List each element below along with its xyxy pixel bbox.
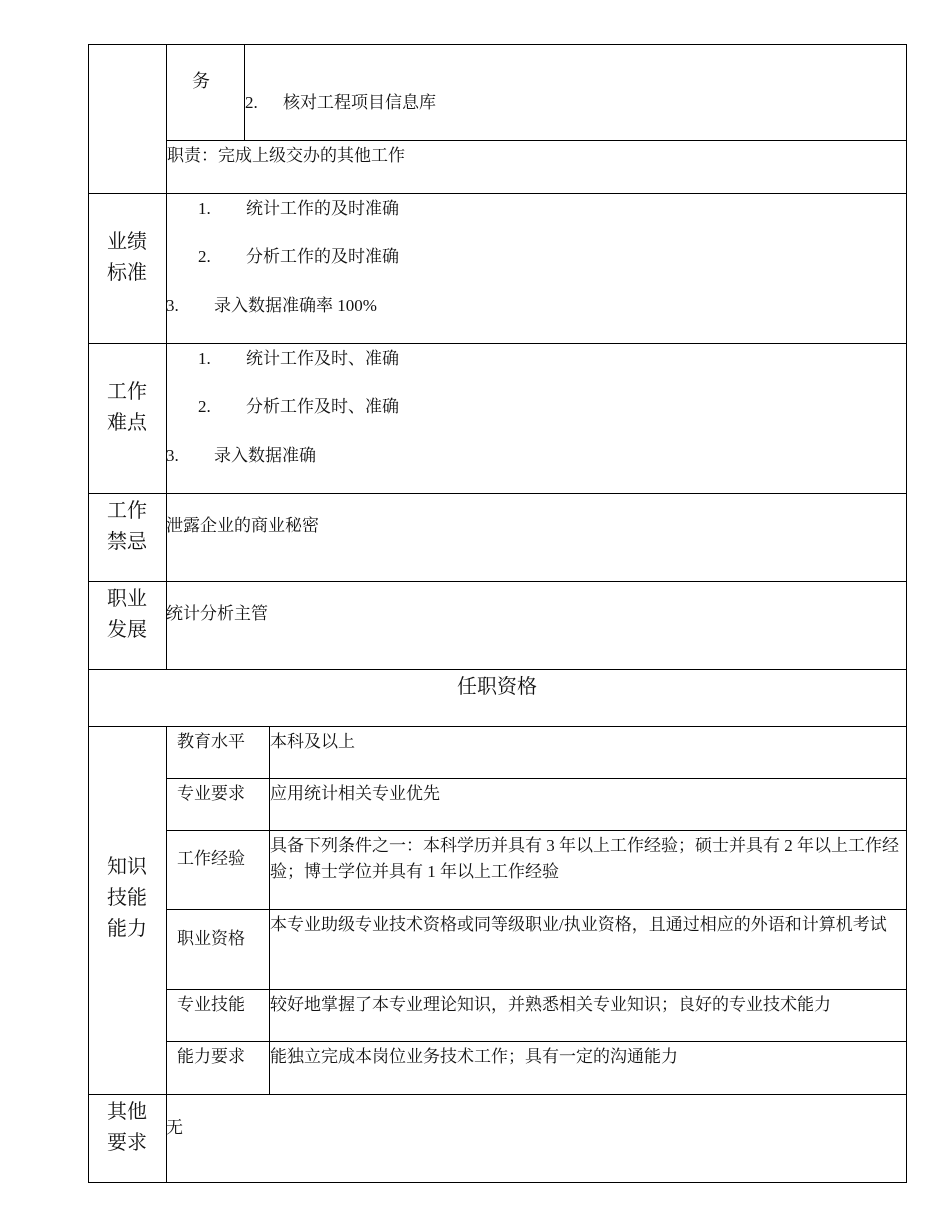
taboo-text: 泄露企业的商业秘密 xyxy=(166,516,319,535)
career-label xyxy=(88,584,166,646)
taboo-label xyxy=(88,496,166,558)
performance-label xyxy=(88,227,166,289)
item-number: 3. xyxy=(166,296,179,315)
item-text: 分析工作的及时准确 xyxy=(246,247,399,266)
qualification-name: 专业技能 xyxy=(177,995,245,1014)
other-requirements-text: 无 xyxy=(166,1118,183,1137)
item-number: 2. xyxy=(198,397,211,416)
difficulty-label xyxy=(88,377,166,439)
row-divider xyxy=(88,1094,907,1095)
duty-item-number: 2. xyxy=(245,93,258,112)
qualifications-title: 任职资格 xyxy=(457,676,537,698)
row-divider xyxy=(166,778,907,779)
qualification-name: 能力要求 xyxy=(177,1047,245,1066)
item-number: 2. xyxy=(198,247,211,266)
difficulty-item xyxy=(198,346,399,372)
row-divider xyxy=(88,726,907,727)
qualification-name: 职业资格 xyxy=(177,929,245,948)
item-text: 统计工作的及时准确 xyxy=(246,199,399,218)
performance-item xyxy=(198,196,399,222)
item-number: 3. xyxy=(166,446,179,465)
row-divider xyxy=(166,989,907,990)
qualification-value: 较好地掌握了本专业理论知识，并熟悉相关专业知识；良好的专业技术能力 xyxy=(270,995,831,1014)
other-requirements-label xyxy=(88,1097,166,1159)
qualification-value: 具备下列条件之一：本科学历并具有 3 年以上工作经验；硕士并具有 2 年以上工作经验；博士学位并具有 1 年以上工作经验 xyxy=(270,836,899,881)
difficulty-item xyxy=(166,443,316,469)
item-text: 录入数据准确率 100% xyxy=(214,296,377,315)
row-divider xyxy=(166,140,907,141)
career-text: 统计分析主管 xyxy=(166,604,268,623)
row-divider xyxy=(166,1041,907,1042)
qualification-value: 能独立完成本岗位业务技术工作；具有一定的沟通能力 xyxy=(270,1047,678,1066)
row-divider xyxy=(88,669,907,670)
performance-item xyxy=(166,293,377,319)
qualification-name: 教育水平 xyxy=(177,732,245,751)
item-text: 统计工作及时、准确 xyxy=(246,349,399,368)
row-divider xyxy=(88,493,907,494)
item-text: 分析工作及时、准确 xyxy=(246,397,399,416)
item-number: 1. xyxy=(198,199,211,218)
performance-item xyxy=(198,244,399,270)
duties-fragment-label: 务 xyxy=(192,71,210,91)
duties-other-text: 职责：完成上级交办的其他工作 xyxy=(167,146,405,165)
qualification-value: 本科及以上 xyxy=(270,732,355,751)
duty-item-2 xyxy=(245,90,436,116)
row-divider xyxy=(166,830,907,831)
other-requirements-label-text: 其他要求 xyxy=(107,1101,147,1154)
qualification-value: 应用统计相关专业优先 xyxy=(270,784,440,803)
career-label-text: 职业发展 xyxy=(107,588,147,641)
qualification-name: 专业要求 xyxy=(177,784,245,803)
difficulty-label-text: 工作难点 xyxy=(107,381,147,434)
qualifications-label-text: 知识技能能力 xyxy=(107,856,147,940)
qualifications-label xyxy=(88,852,166,945)
taboo-label-text: 工作禁忌 xyxy=(107,500,147,553)
qualification-name: 工作经验 xyxy=(177,849,245,868)
difficulty-item xyxy=(198,394,399,420)
row-divider xyxy=(88,581,907,582)
item-number: 1. xyxy=(198,349,211,368)
row-divider xyxy=(88,193,907,194)
duty-item-text: 核对工程项目信息库 xyxy=(283,93,436,112)
qualification-value: 本专业助级专业技术资格或同等级职业/执业资格，且通过相应的外语和计算机考试 xyxy=(270,915,887,934)
performance-label-text: 业绩标准 xyxy=(107,231,147,284)
row-divider xyxy=(88,343,907,344)
item-text: 录入数据准确 xyxy=(214,446,316,465)
row-divider xyxy=(166,909,907,910)
column-divider xyxy=(166,44,167,669)
